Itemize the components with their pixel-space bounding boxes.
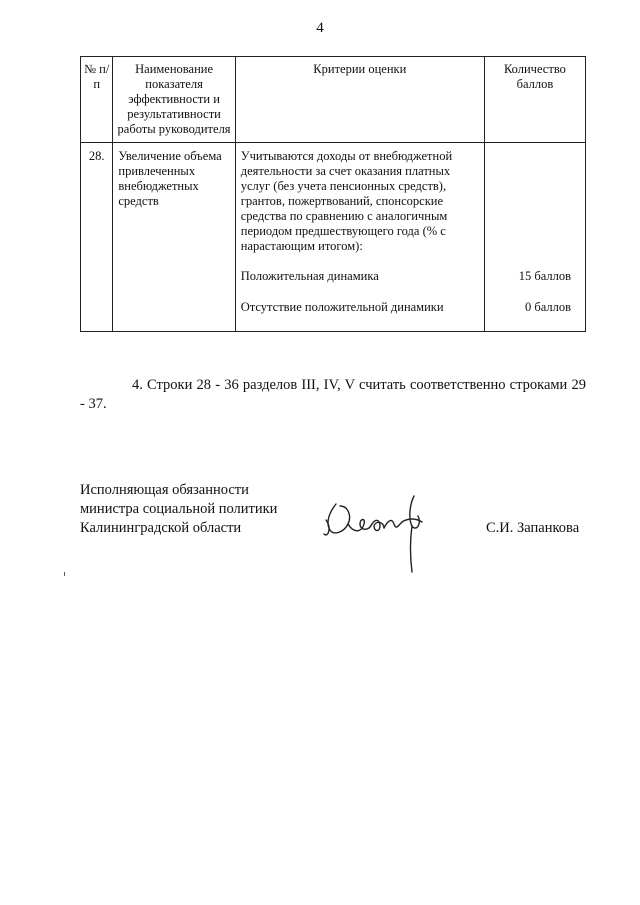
criteria-table: [80, 56, 586, 332]
criteria-description: Учитываются доходы от внебюджетной деятельности за счет оказания платных услуг (без учета пенсионных средств), грантов, пожертвований, спонсорские средства по сравнению с аналогичным периодом предшествующего года (% с нарастающим итогом):: [240, 149, 453, 253]
signatory-position: [80, 481, 320, 538]
header-indicator-name: Наименование показателя эффективности и результативности работы руководителя: [113, 57, 235, 143]
header-criteria: Критерии оценки: [235, 57, 484, 143]
renumbering-paragraph: 4. Строки 28 - 36 разделов III, IV, V считать соответственно строками 29 - 37.: [80, 377, 586, 412]
indicator-name: Увеличение объема привлеченных внебюджетных средств: [113, 143, 235, 332]
points-cell: [484, 143, 585, 332]
row-number: 28.: [81, 143, 113, 332]
signatory-position-line: Исполняющая обязанности: [80, 482, 249, 498]
header-num: № п/п: [81, 57, 113, 143]
signatory-position-line: Калининградской области: [80, 520, 242, 536]
handwritten-signature: [318, 484, 438, 574]
criteria-option-positive: Положительная динамика: [240, 269, 379, 283]
table-row: [81, 143, 586, 332]
criteria-cell: [235, 143, 484, 332]
page-number: 4: [316, 20, 324, 36]
table-header-row: [81, 57, 586, 143]
points-positive: 15 баллов: [518, 269, 571, 283]
header-points: Количество баллов: [484, 57, 585, 143]
points-none: 0 баллов: [524, 300, 571, 314]
signatory-position-line: министра социальной политики: [80, 501, 278, 517]
signatory-name: С.И. Запанкова: [486, 520, 580, 536]
scan-dot: [64, 572, 65, 576]
criteria-option-none: Отсутствие положительной динамики: [240, 300, 444, 314]
